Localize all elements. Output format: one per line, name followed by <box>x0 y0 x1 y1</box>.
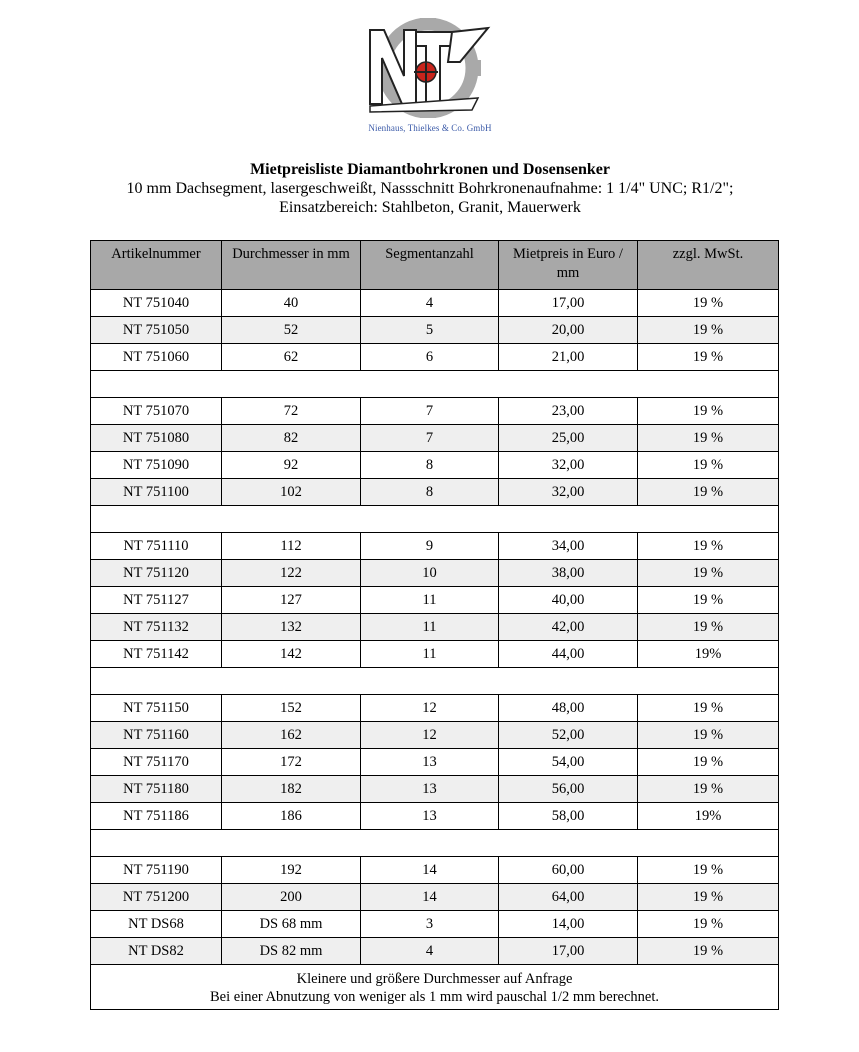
cell-segmentanzahl: 5 <box>361 317 499 344</box>
separator-cell <box>91 830 779 857</box>
cell-durchmesser: 132 <box>222 614 361 641</box>
cell-artikelnummer: NT 751170 <box>91 749 222 776</box>
header-mietpreis: Mietpreis in Euro / mm <box>499 241 638 290</box>
cell-mietpreis: 40,00 <box>499 587 638 614</box>
cell-durchmesser: 162 <box>222 722 361 749</box>
cell-mietpreis: 17,00 <box>499 290 638 317</box>
cell-mietpreis: 44,00 <box>499 641 638 668</box>
table-row <box>91 911 779 938</box>
table-row <box>91 884 779 911</box>
cell-durchmesser: 127 <box>222 587 361 614</box>
company-logo <box>360 18 500 118</box>
cell-mietpreis: 48,00 <box>499 695 638 722</box>
cell-mwst: 19 % <box>638 533 779 560</box>
cell-durchmesser: 62 <box>222 344 361 371</box>
cell-mietpreis: 32,00 <box>499 452 638 479</box>
header-mwst: zzgl. MwSt. <box>638 241 779 290</box>
cell-mwst: 19 % <box>638 749 779 776</box>
cell-mwst: 19 % <box>638 776 779 803</box>
cell-segmentanzahl: 12 <box>361 695 499 722</box>
cell-mietpreis: 38,00 <box>499 560 638 587</box>
separator-cell <box>91 506 779 533</box>
cell-mietpreis: 23,00 <box>499 398 638 425</box>
cell-segmentanzahl: 13 <box>361 776 499 803</box>
cell-durchmesser: 82 <box>222 425 361 452</box>
table-body <box>91 290 779 965</box>
table-row <box>91 776 779 803</box>
cell-durchmesser: 52 <box>222 317 361 344</box>
table-header-row <box>91 241 779 290</box>
cell-artikelnummer: NT 751100 <box>91 479 222 506</box>
table-row <box>91 452 779 479</box>
cell-artikelnummer: NT 751080 <box>91 425 222 452</box>
cell-durchmesser: 122 <box>222 560 361 587</box>
cell-mietpreis: 34,00 <box>499 533 638 560</box>
group-separator-row <box>91 668 779 695</box>
cell-mietpreis: 56,00 <box>499 776 638 803</box>
table-row <box>91 398 779 425</box>
cell-segmentanzahl: 10 <box>361 560 499 587</box>
footer-note <box>91 965 779 1010</box>
footer-note-line-1: Kleinere und größere Durchmesser auf Anfrage <box>296 971 573 987</box>
table-row <box>91 614 779 641</box>
cell-mwst: 19% <box>638 803 779 830</box>
table-row <box>91 749 779 776</box>
cell-artikelnummer: NT 751142 <box>91 641 222 668</box>
cell-segmentanzahl: 11 <box>361 587 499 614</box>
header-durchmesser: Durchmesser in mm <box>222 241 361 290</box>
cell-artikelnummer: NT 751150 <box>91 695 222 722</box>
cell-durchmesser: 172 <box>222 749 361 776</box>
cell-segmentanzahl: 13 <box>361 803 499 830</box>
subtitle-line-2: Einsatzbereich: Stahlbeton, Granit, Mauerwerk <box>279 199 581 216</box>
table-row <box>91 425 779 452</box>
cell-mietpreis: 64,00 <box>499 884 638 911</box>
cell-mietpreis: 32,00 <box>499 479 638 506</box>
cell-durchmesser: 186 <box>222 803 361 830</box>
table-row <box>91 722 779 749</box>
cell-mwst: 19 % <box>638 911 779 938</box>
cell-mietpreis: 42,00 <box>499 614 638 641</box>
cell-artikelnummer: NT 751186 <box>91 803 222 830</box>
table-row <box>91 479 779 506</box>
cell-artikelnummer: NT 751110 <box>91 533 222 560</box>
table-row <box>91 695 779 722</box>
cell-mietpreis: 25,00 <box>499 425 638 452</box>
cell-segmentanzahl: 11 <box>361 614 499 641</box>
cell-artikelnummer: NT 751132 <box>91 614 222 641</box>
cell-durchmesser: 102 <box>222 479 361 506</box>
group-separator-row <box>91 506 779 533</box>
table-row <box>91 560 779 587</box>
group-separator-row <box>91 830 779 857</box>
cell-artikelnummer: NT 751050 <box>91 317 222 344</box>
subtitle-line-1: 10 mm Dachsegment, lasergeschweißt, Nassschnitt Bohrkronenaufnahme: 1 1/4" UNC; R1/2"; <box>126 180 734 197</box>
cell-mietpreis: 60,00 <box>499 857 638 884</box>
cell-mietpreis: 14,00 <box>499 911 638 938</box>
cell-mietpreis: 54,00 <box>499 749 638 776</box>
cell-mwst: 19 % <box>638 344 779 371</box>
cell-mwst: 19 % <box>638 560 779 587</box>
cell-durchmesser: 72 <box>222 398 361 425</box>
cell-mwst: 19 % <box>638 452 779 479</box>
cell-artikelnummer: NT 751060 <box>91 344 222 371</box>
cell-mwst: 19 % <box>638 857 779 884</box>
table-row <box>91 938 779 965</box>
header-artikelnummer: Artikelnummer <box>91 241 222 290</box>
company-name: Nienhaus, Thielkes & Co. GmbH <box>368 123 492 133</box>
cell-artikelnummer: NT 751090 <box>91 452 222 479</box>
document-title: Mietpreisliste Diamantbohrkronen und Dosensenker <box>250 161 610 178</box>
cell-durchmesser: 40 <box>222 290 361 317</box>
cell-segmentanzahl: 4 <box>361 938 499 965</box>
cell-durchmesser: 200 <box>222 884 361 911</box>
table-row <box>91 803 779 830</box>
cell-segmentanzahl: 13 <box>361 749 499 776</box>
cell-segmentanzahl: 8 <box>361 479 499 506</box>
cell-segmentanzahl: 11 <box>361 641 499 668</box>
cell-durchmesser: DS 82 mm <box>222 938 361 965</box>
table-row <box>91 344 779 371</box>
cell-segmentanzahl: 9 <box>361 533 499 560</box>
cell-mwst: 19 % <box>638 587 779 614</box>
cell-segmentanzahl: 6 <box>361 344 499 371</box>
cell-mietpreis: 20,00 <box>499 317 638 344</box>
cell-artikelnummer: NT 751070 <box>91 398 222 425</box>
cell-mwst: 19 % <box>638 425 779 452</box>
cell-segmentanzahl: 7 <box>361 398 499 425</box>
cell-durchmesser: 142 <box>222 641 361 668</box>
cell-artikelnummer: NT 751127 <box>91 587 222 614</box>
cell-mwst: 19 % <box>638 317 779 344</box>
cell-segmentanzahl: 8 <box>361 452 499 479</box>
cell-segmentanzahl: 4 <box>361 290 499 317</box>
price-table <box>90 240 779 1010</box>
cell-artikelnummer: NT 751200 <box>91 884 222 911</box>
cell-segmentanzahl: 7 <box>361 425 499 452</box>
cell-mwst: 19 % <box>638 722 779 749</box>
footer-note-line-2: Bei einer Abnutzung von weniger als 1 mm wird pauschal 1/2 mm berechnet. <box>210 989 659 1005</box>
cell-durchmesser: 112 <box>222 533 361 560</box>
cell-segmentanzahl: 12 <box>361 722 499 749</box>
cell-segmentanzahl: 14 <box>361 857 499 884</box>
cell-mwst: 19 % <box>638 398 779 425</box>
table-row <box>91 533 779 560</box>
cell-artikelnummer: NT 751040 <box>91 290 222 317</box>
cell-mwst: 19 % <box>638 290 779 317</box>
separator-cell <box>91 668 779 695</box>
cell-artikelnummer: NT 751180 <box>91 776 222 803</box>
cell-mwst: 19 % <box>638 614 779 641</box>
cell-artikelnummer: NT DS68 <box>91 911 222 938</box>
cell-durchmesser: DS 68 mm <box>222 911 361 938</box>
table-row <box>91 317 779 344</box>
cell-mietpreis: 58,00 <box>499 803 638 830</box>
cell-segmentanzahl: 3 <box>361 911 499 938</box>
table-row <box>91 857 779 884</box>
table-row <box>91 290 779 317</box>
cell-durchmesser: 192 <box>222 857 361 884</box>
cell-segmentanzahl: 14 <box>361 884 499 911</box>
cell-mwst: 19 % <box>638 695 779 722</box>
cell-artikelnummer: NT 751160 <box>91 722 222 749</box>
separator-cell <box>91 371 779 398</box>
table-row <box>91 641 779 668</box>
cell-mwst: 19% <box>638 641 779 668</box>
cell-durchmesser: 92 <box>222 452 361 479</box>
cell-mwst: 19 % <box>638 479 779 506</box>
table-row <box>91 587 779 614</box>
header-segmentanzahl: Segmentanzahl <box>361 241 499 290</box>
cell-artikelnummer: NT DS82 <box>91 938 222 965</box>
cell-mwst: 19 % <box>638 938 779 965</box>
group-separator-row <box>91 371 779 398</box>
cell-artikelnummer: NT 751120 <box>91 560 222 587</box>
cell-mietpreis: 52,00 <box>499 722 638 749</box>
table-footer-row <box>91 965 779 1010</box>
cell-durchmesser: 152 <box>222 695 361 722</box>
cell-durchmesser: 182 <box>222 776 361 803</box>
cell-mietpreis: 21,00 <box>499 344 638 371</box>
cell-artikelnummer: NT 751190 <box>91 857 222 884</box>
heading-block <box>60 160 800 217</box>
cell-mietpreis: 17,00 <box>499 938 638 965</box>
cell-mwst: 19 % <box>638 884 779 911</box>
